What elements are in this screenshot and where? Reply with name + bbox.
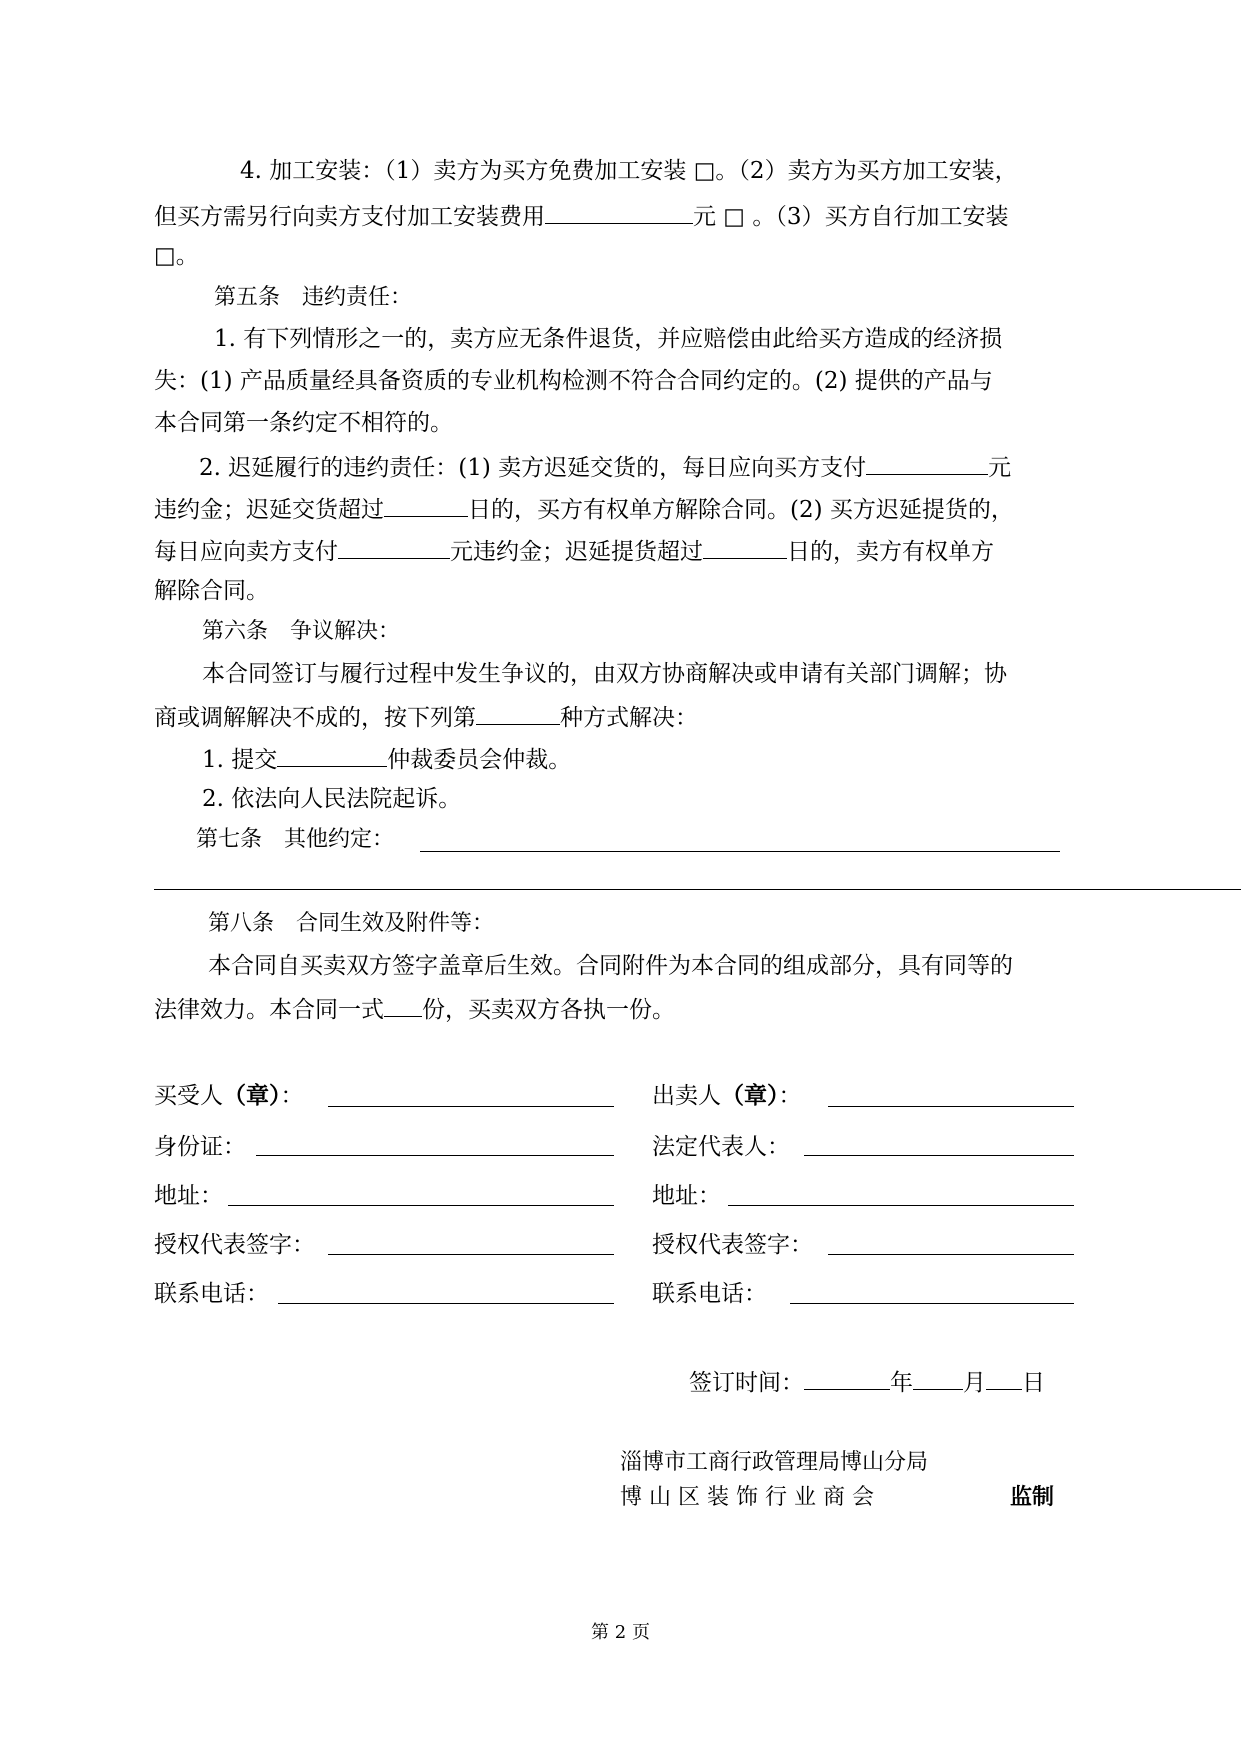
install-line-2-text-b: 元 □ 。（3）买方自行加工安装 [693, 204, 1009, 230]
supervisor-org-1: 淄博市工商行政管理局博山分局 [620, 1450, 929, 1475]
id-card-blank[interactable] [256, 1155, 614, 1156]
article-5-line-2: 失：(1) 产品质量经具备资质的专业机构检测不符合合同约定的。(2) 提供的产品与 [154, 368, 993, 394]
supervisor-tag: 监制 [1010, 1485, 1055, 1510]
article-5-line-6-text-b: 元违约金；迟延提货超过 [450, 539, 703, 565]
seller-address-label: 地址： [652, 1183, 721, 1209]
sign-date [689, 1367, 1045, 1396]
buyer-address-label: 地址： [154, 1183, 223, 1209]
article-5-line-1: 1. 有下列情形之一的，卖方应无条件退货，并应赔偿由此给买方造成的经济损 [214, 326, 1003, 352]
article-6-line-2-text-a: 商或调解解决不成的，按下列第 [154, 705, 476, 731]
article-5-line-5-text-b: 日的，买方有权单方解除合同。(2) 买方迟延提货的， [468, 497, 1014, 523]
install-fee-blank[interactable] [545, 201, 693, 224]
buyer-penalty-blank[interactable] [338, 536, 450, 559]
article-8-line-2-text-b: 份，买卖双方各执一份。 [422, 997, 675, 1023]
buyer-colon: ： [280, 1083, 304, 1109]
article-5-line-5-text-a: 违约金；迟延交货超过 [154, 497, 384, 523]
seller-phone-label: 联系电话： [652, 1281, 767, 1307]
article-6-line-4: 2. 依法向人民法院起诉。 [202, 786, 462, 812]
sign-date-label: 签订时间： [689, 1370, 804, 1396]
seller-label [652, 1083, 802, 1109]
article-5-line-6-text-a: 每日应向卖方支付 [154, 539, 338, 565]
article-6-line-3-text-a: 1. 提交 [202, 747, 278, 773]
article-5-line-7: 解除合同。 [154, 578, 269, 604]
article-6-line-3-text-b: 仲裁委员会仲裁。 [387, 747, 572, 773]
article-5-line-5 [154, 494, 1014, 523]
seller-delay-days-blank[interactable] [384, 494, 468, 517]
other-terms-blank[interactable] [420, 851, 1060, 852]
install-line-1: 4. 加工安装：（1）卖方为买方免费加工安装 □。（2）卖方为买方加工安装， [240, 158, 1018, 184]
resolution-method-blank[interactable] [476, 702, 560, 725]
article-8-title: 第八条 合同生效及附件等： [208, 911, 495, 936]
article-6-line-1: 本合同签订与履行过程中发生争议的，由双方协商解决或申请有关部门调解；协 [202, 661, 1007, 687]
buyer-phone-blank[interactable] [278, 1303, 614, 1304]
buyer-label-text: 买受人 [154, 1083, 223, 1109]
buyer-auth-sign-label: 授权代表签字： [154, 1232, 315, 1258]
article-5-line-6-text-c: 日的，卖方有权单方 [787, 539, 994, 565]
copies-blank[interactable] [384, 994, 422, 1017]
arbitration-committee-blank[interactable] [277, 744, 387, 767]
buyer-auth-sign-blank[interactable] [328, 1254, 614, 1255]
other-terms-line-2[interactable] [154, 889, 1241, 890]
article-5-line-4-text-a: 2. 迟延履行的违约责任：(1) 卖方迟延交货的，每日应向买方支付 [199, 455, 867, 481]
seller-seal-text: （章） [721, 1082, 779, 1109]
seller-colon: ： [778, 1083, 802, 1109]
install-line-3: □。 [154, 243, 199, 269]
article-6-line-3 [202, 744, 571, 773]
seller-label-text: 出卖人 [652, 1083, 721, 1109]
article-5-title: 第五条 违约责任： [214, 285, 413, 310]
id-card-label: 身份证： [154, 1134, 246, 1160]
article-7-title: 第七条 其他约定： [196, 827, 395, 852]
page-number: 第 2 页 [591, 1622, 650, 1643]
day-label: 日 [1022, 1370, 1045, 1396]
article-5-line-6 [154, 536, 994, 565]
article-5-line-4-text-b: 元 [988, 455, 1012, 481]
seller-address-blank[interactable] [728, 1205, 1074, 1206]
seller-penalty-blank[interactable] [866, 452, 988, 475]
article-6-line-2 [154, 702, 698, 731]
article-6-title: 第六条 争议解决： [202, 619, 401, 644]
year-label: 年 [890, 1370, 913, 1396]
article-8-line-2 [154, 994, 675, 1023]
buyer-phone-label: 联系电话： [154, 1281, 269, 1307]
install-line-2-text-a: 但买方需另行向卖方支付加工安装费用 [154, 204, 545, 230]
buyer-seal-text: （章） [223, 1082, 281, 1109]
seller-auth-sign-blank[interactable] [828, 1254, 1074, 1255]
year-blank[interactable] [804, 1367, 890, 1390]
seller-auth-sign-label: 授权代表签字： [652, 1232, 813, 1258]
supervisor-org-2: 博 山 区 装 饰 行 业 商 会 [620, 1485, 874, 1510]
article-6-line-2-text-b: 种方式解决： [560, 705, 698, 731]
article-8-line-1: 本合同自买卖双方签字盖章后生效。合同附件为本合同的组成部分，具有同等的 [208, 953, 1013, 979]
buyer-label [154, 1083, 304, 1109]
seller-signature-blank[interactable] [828, 1106, 1074, 1107]
month-blank[interactable] [913, 1367, 963, 1390]
article-5-line-3: 本合同第一条约定不相符的。 [154, 410, 453, 436]
legal-rep-blank[interactable] [804, 1155, 1074, 1156]
buyer-delay-days-blank[interactable] [703, 536, 787, 559]
article-5-line-4 [199, 452, 1011, 481]
article-8-line-2-text-a: 法律效力。本合同一式 [154, 997, 384, 1023]
month-label: 月 [963, 1370, 986, 1396]
buyer-signature-blank[interactable] [328, 1106, 614, 1107]
install-line-2 [154, 201, 1009, 230]
buyer-address-blank[interactable] [228, 1205, 614, 1206]
seller-phone-blank[interactable] [790, 1303, 1074, 1304]
day-blank[interactable] [986, 1367, 1022, 1390]
legal-rep-label: 法定代表人： [652, 1134, 790, 1160]
